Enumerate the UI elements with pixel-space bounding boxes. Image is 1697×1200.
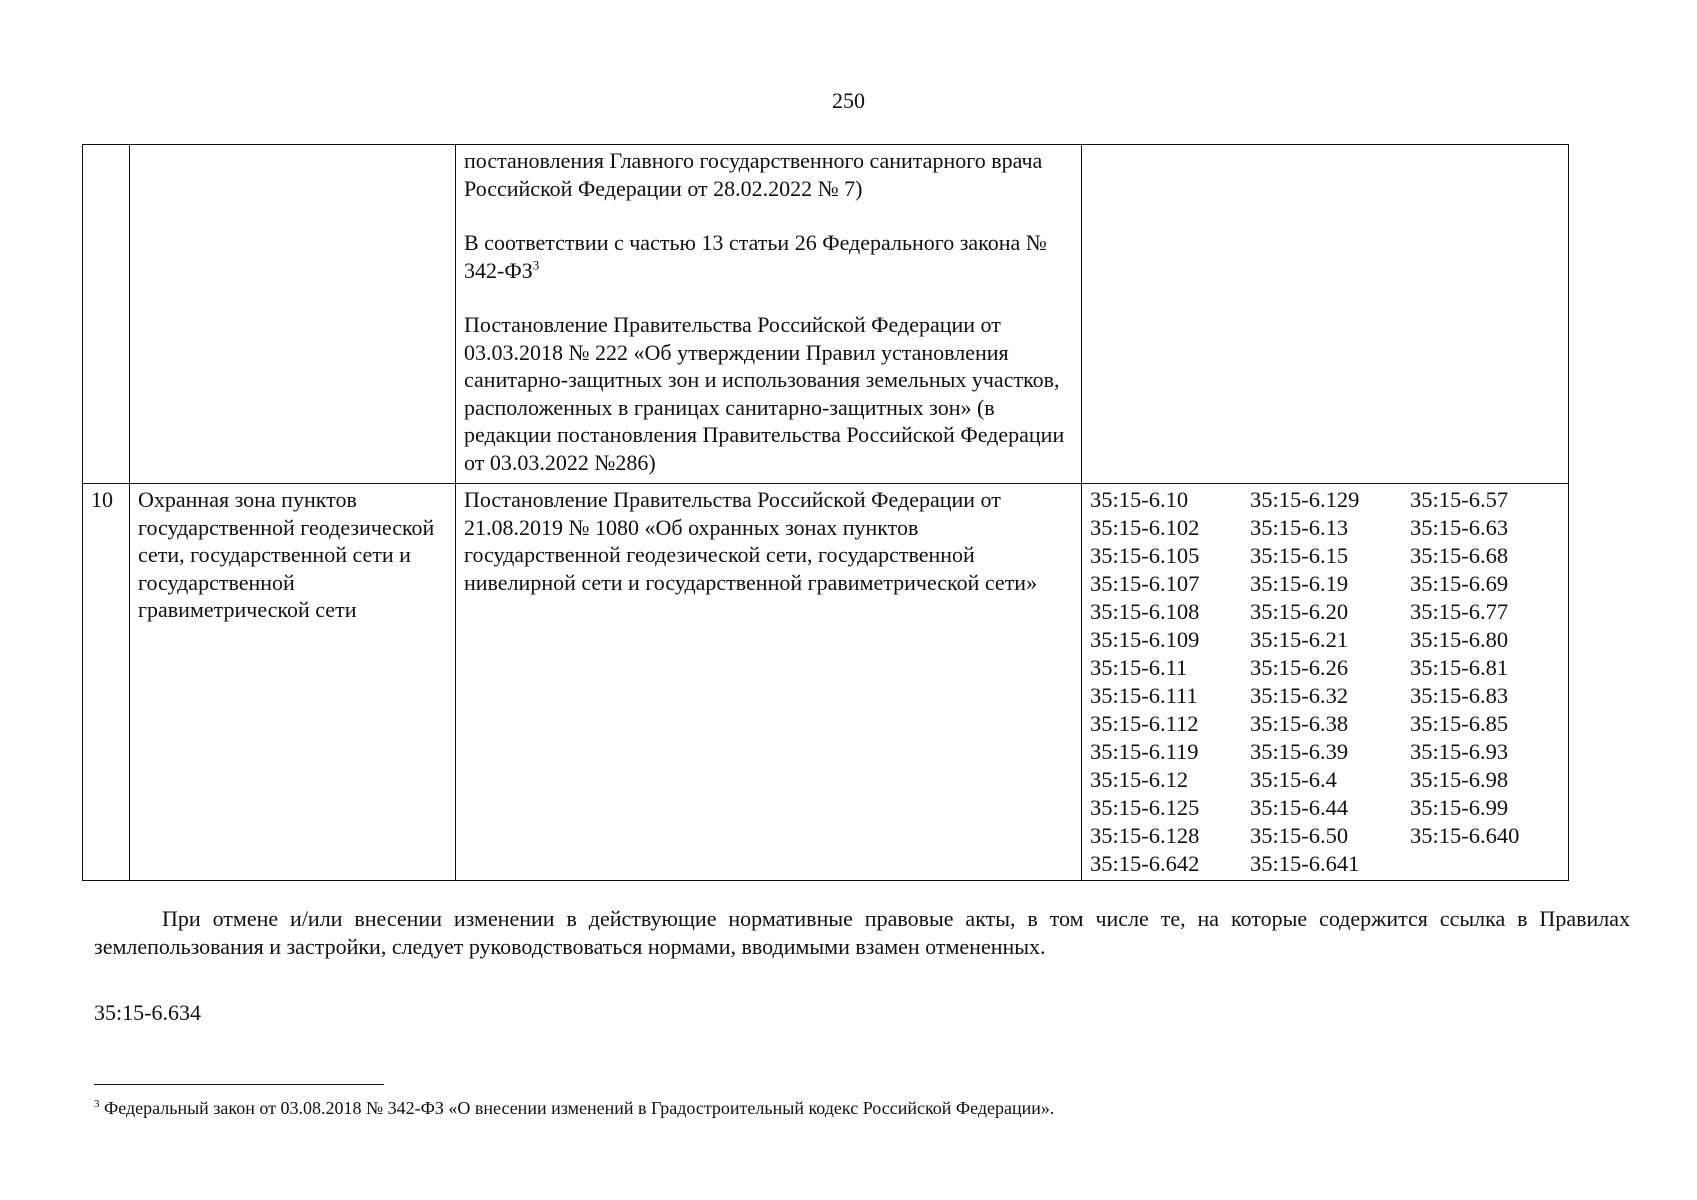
registry-code-item: 35:15-6.63: [1410, 515, 1509, 540]
footnote-separator: [94, 1084, 384, 1085]
codes-cell: [1082, 145, 1569, 484]
registry-code-item: 35:15-6.99: [1410, 795, 1509, 820]
registry-code-item: 35:15-6.20: [1250, 599, 1349, 624]
registry-code-item: 35:15-6.119: [1090, 739, 1199, 764]
document-paragraph: Постановление Правительства Российской Федерации от 03.03.2018 № 222 «Об утверждении Правил установления санитарно-защитных зон и использования земельных участков, расположенных в границах санитарно-защитных зон» (в редакции постановления Правительства Российской Федерации от 03.03.2022 №286): [464, 312, 1065, 475]
registry-code-item: 35:15-6.69: [1410, 571, 1509, 596]
row-number-cell: 10: [83, 484, 130, 881]
registry-code-item: 35:15-6.98: [1410, 767, 1509, 792]
registry-code-item: 35:15-6.21: [1250, 627, 1349, 652]
table-row: [83, 145, 1569, 484]
registry-code-item: 35:15-6.93: [1410, 739, 1509, 764]
registry-code-item: 35:15-6.111: [1090, 683, 1198, 708]
table-row: [83, 484, 1569, 881]
registry-code-item: 35:15-6.640: [1410, 823, 1520, 848]
document-paragraph: постановления Главного государственного санитарного врача Российской Федерации от 28.02.2022 № 7): [464, 148, 1043, 201]
registry-code-item: 35:15-6.32: [1250, 683, 1349, 708]
registry-code-item: 35:15-6.112: [1090, 711, 1199, 736]
registry-code-item: 35:15-6.109: [1090, 627, 1200, 652]
registry-code-item: 35:15-6.102: [1090, 515, 1200, 540]
footnote: [94, 1098, 1054, 1119]
footnote-marker: 3: [94, 1098, 100, 1110]
registry-code-item: 35:15-6.13: [1250, 515, 1349, 540]
note-paragraph: При отмене и/или внесении изменении в действующие нормативные правовые акты, в том числе те, на которые содержится ссылка в Правилах землепользования и застройки, следует руководствоваться нормами, вводимыми взамен отмененных.: [94, 906, 1630, 959]
document-paragraph-text: В соответствии с частью 13 статьи 26 Федерального закона № 342-ФЗ: [464, 230, 1047, 283]
registry-code-item: 35:15-6.642: [1090, 851, 1200, 876]
registry-code-item: 35:15-6.4: [1250, 767, 1337, 792]
registry-code-item: 35:15-6.10: [1090, 487, 1189, 512]
zone-name-cell: Охранная зона пунктов государственной геодезической сети, государственной сети и государственной гравиметрической сети: [130, 484, 456, 881]
registry-code-item: 35:15-6.128: [1090, 823, 1200, 848]
document-paragraph: [464, 229, 1073, 284]
registry-code-item: 35:15-6.57: [1410, 487, 1509, 512]
registry-codes-grid: [1090, 486, 1560, 878]
registry-code-item: 35:15-6.108: [1090, 599, 1200, 624]
registry-code-item: 35:15-6.107: [1090, 571, 1200, 596]
registry-code-item: 35:15-6.77: [1410, 599, 1509, 624]
registry-code-item: 35:15-6.105: [1090, 543, 1200, 568]
page-number: 250: [832, 88, 865, 113]
registry-code-item: 35:15-6.83: [1410, 683, 1509, 708]
footnote-text: Федеральный закон от 03.08.2018 № 342-ФЗ «О внесении изменений в Градостроительный кодекс Российской Федерации».: [99, 1098, 1055, 1118]
codes-cell: [1082, 484, 1569, 881]
registry-code-item: 35:15-6.125: [1090, 795, 1200, 820]
registry-code-item: 35:15-6.85: [1410, 711, 1509, 736]
registry-code-item: 35:15-6.39: [1250, 739, 1349, 764]
registry-code-item: 35:15-6.641: [1250, 851, 1360, 876]
registry-code-item: 35:15-6.80: [1410, 627, 1509, 652]
registry-code-item: 35:15-6.81: [1410, 655, 1509, 680]
registry-code-item: 35:15-6.11: [1090, 655, 1188, 680]
registry-code-item: [1410, 850, 1560, 878]
registry-code: 35:15-6.634: [94, 1000, 201, 1025]
row-number-cell: [83, 145, 130, 484]
registry-code-item: 35:15-6.50: [1250, 823, 1349, 848]
registry-code-item: 35:15-6.12: [1090, 767, 1189, 792]
registry-code-item: 35:15-6.26: [1250, 655, 1349, 680]
registry-code-item: 35:15-6.15: [1250, 543, 1349, 568]
footnote-reference[interactable]: 3: [532, 257, 540, 273]
registry-code-item: 35:15-6.38: [1250, 711, 1349, 736]
registry-code-item: 35:15-6.19: [1250, 571, 1349, 596]
document-cell: Постановление Правительства Российской Федерации от 21.08.2019 № 1080 «Об охранных зонах пунктов государственной геодезической сети, государственной нивелирной сети и государственной гравиметрической сети»: [456, 484, 1082, 881]
document-cell: [456, 145, 1082, 484]
registry-code-item: 35:15-6.68: [1410, 543, 1509, 568]
registry-code-item: 35:15-6.129: [1250, 487, 1360, 512]
registry-code-item: 35:15-6.44: [1250, 795, 1349, 820]
zone-name-cell: [130, 145, 456, 484]
zones-table: [82, 144, 1569, 881]
